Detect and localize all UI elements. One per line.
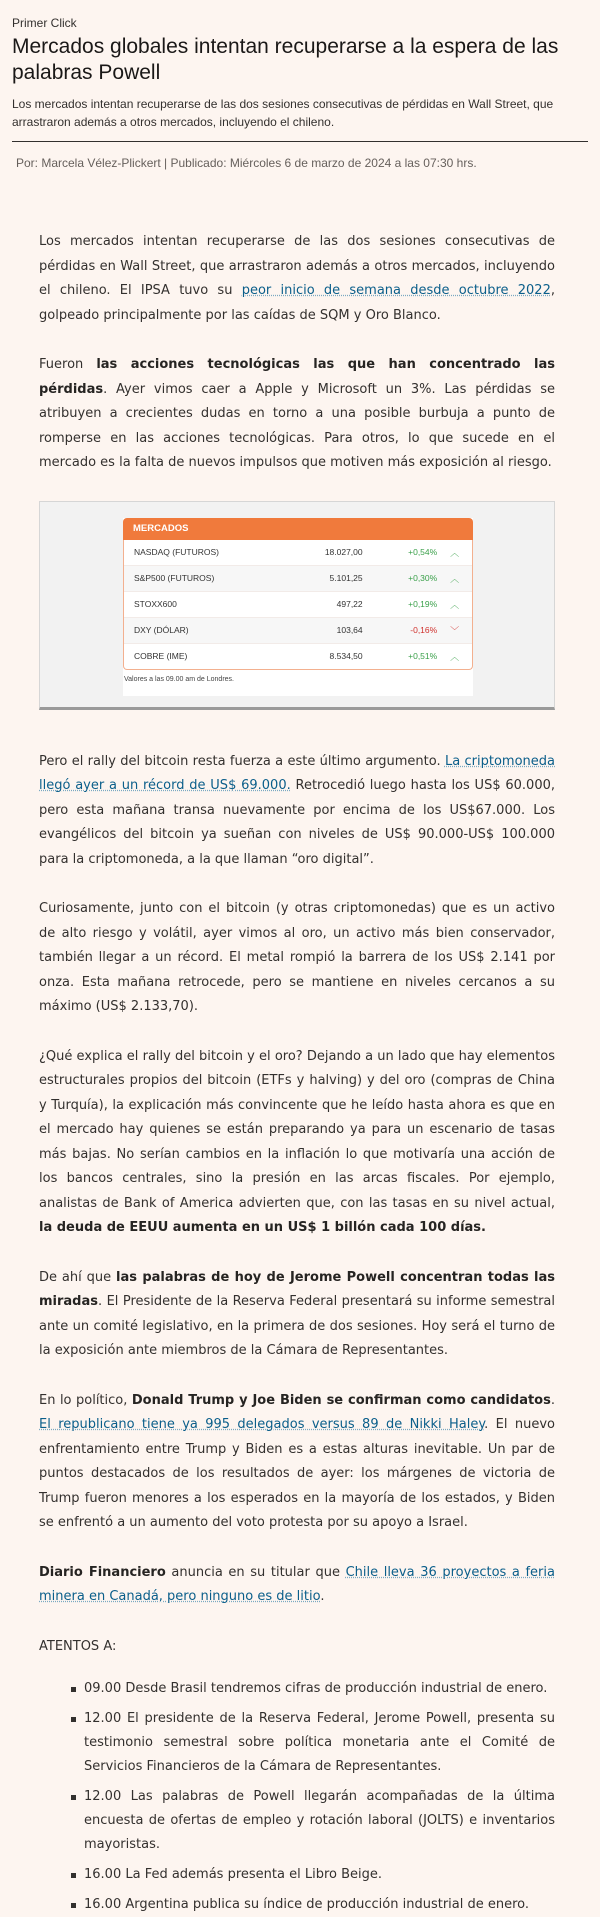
link-chile-feria-minera[interactable]: Chile lleva 36 proyectos a feria minera en Canadá, pero ninguno es de litio	[39, 1564, 555, 1604]
market-name: STOXX600	[134, 599, 177, 609]
schedule-item: 16.00 La Fed además presenta el Libro Beige.	[71, 1863, 555, 1887]
market-value: 497,22	[336, 599, 363, 609]
paragraph-text: anuncia en su titular que	[165, 1564, 346, 1580]
link-criptomoneda-record[interactable]: La criptomoneda llegó ayer a un récord de US$ 69.000.	[39, 753, 555, 793]
market-change: +0,54%	[408, 547, 438, 557]
market-name: S&P500 (FUTUROS)	[134, 573, 215, 583]
paragraph-text: . El Presidente de la Reserva Federal presentará su informe semestral ante un comité legislativo, en la primera de dos sesiones. Hoy será el turno de la exposición ante miembros de la Cámara de Representantes.	[39, 1294, 555, 1358]
paragraph-text: En lo político,	[39, 1392, 132, 1408]
market-row	[124, 592, 472, 618]
schedule-item: 12.00 Las palabras de Powell llegarán acompañadas de la última encuesta de ofertas de empleo y rotación laboral (JOLTS) e inventarios mayoristas.	[71, 1785, 555, 1857]
schedule-item: 09.00 Desde Brasil tendremos cifras de producción industrial de enero.	[71, 1677, 555, 1701]
section-kicker[interactable]: Primer Click	[12, 16, 77, 30]
schedule-list	[39, 1677, 555, 1917]
paragraph-2	[39, 353, 555, 476]
paragraph-bold: la deuda de EEUU aumenta en un US$ 1 billón cada 100 días.	[39, 1220, 486, 1235]
arrow-up-icon: ︿	[450, 651, 460, 662]
paragraph-text: , golpeado principalmente por las caídas de SQM y Oro Blanco.	[39, 283, 555, 323]
paragraph-text: . El nuevo enfrentamiento entre Trump y Biden es a estas alturas inevitable. Un par de puntos destacados de los resultados de ayer: los márgenes de victoria de Trump fueron menores a los esperados en la mayoría de los estados, y Biden se enfrentó a un aumento del voto protesta por su apoyo a Israel.	[39, 1417, 555, 1530]
paragraph-text: .	[550, 1392, 555, 1408]
market-value: 103,64	[336, 625, 363, 635]
paragraph-1	[39, 230, 555, 328]
market-value: 18.027,00	[324, 547, 363, 557]
paragraph-text: ¿Qué explica el rally del bitcoin y el oro? Dejando a un lado que hay elementos estructurales propios del bitcoin (ETFs y halving) y del oro (compras de China y Turquía), la explicación más convincente que he leído hasta ahora es que en el mercado hay quienes se están preparando ya para un escenario de tasas más bajas. No serían cambios en la inflación lo que motivaría una acción de los bancos centrales, sino la presión en las arcas fiscales. Por ejemplo, analistas de Bank of America advierten que, con las tasas en su nivel actual,	[39, 1048, 555, 1211]
article-standfirst: Los mercados intentan recuperarse de las dos sesiones consecutivas de pérdidas en Wall Street, que arrastraron además a otros mercados, incluyendo el chileno.	[12, 97, 554, 129]
article-body	[0, 172, 600, 1917]
link-republicano-delegados[interactable]: El republicano tiene ya 995 delegados versus 89 de Nikki Haley	[39, 1417, 485, 1432]
market-change: +0,19%	[408, 599, 438, 609]
paragraph-text: .	[320, 1589, 325, 1604]
arrow-up-icon: ︿	[450, 599, 460, 610]
markets-panel-title: MERCADOS	[123, 518, 473, 540]
paragraph-text: Retrocedió luego hasta los US$ 60.000, pero esta mañana transa nuevamente por encima de los US$67.000. Los evangélicos del bitcoin ya sueñan con niveles de US$ 90.000-US$ 100.000 para la criptomoneda, a la que llaman “oro digital”.	[39, 778, 555, 867]
paragraph-bold: Diario Financiero	[39, 1564, 166, 1580]
paragraph-text: Fueron	[39, 357, 97, 372]
paragraph-bold: las palabras de hoy de Jerome Powell concentran todas las miradas	[39, 1269, 555, 1309]
article-header	[0, 0, 600, 131]
arrow-up-icon: ︿	[450, 547, 460, 558]
link-peor-inicio-semana[interactable]: peor inicio de semana desde octubre 2022	[241, 283, 551, 298]
markets-table	[123, 540, 473, 670]
paragraph-bold: Donald Trump y Joe Biden se confirman como candidatos	[131, 1392, 551, 1408]
markets-table-figure	[39, 501, 555, 710]
paragraph-7	[39, 1389, 555, 1536]
arrow-up-icon: ︿	[450, 573, 460, 584]
paragraph-8	[39, 1561, 555, 1610]
byline: Por: Marcela Vélez-Plickert | Publicado: Miércoles 6 de marzo de 2024 a las 07:30 hrs.	[16, 156, 477, 170]
markets-footnote: Valores a las 09.00 am de Londres.	[124, 675, 234, 683]
atentos-heading: ATENTOS A:	[39, 1638, 117, 1654]
paragraph-text: Los mercados intentan recuperarse de las dos sesiones consecutivas de pérdidas en Wall Street, que arrastraron además a otros mercados, incluyendo el chileno. El IPSA tuvo su	[39, 234, 555, 298]
market-value: 8.534,50	[329, 651, 363, 661]
schedule-item: 16.00 Argentina publica su índice de producción industrial de enero.	[71, 1893, 555, 1917]
markets-panel	[123, 518, 473, 696]
paragraph-text: De ahí que	[39, 1269, 117, 1285]
market-row	[124, 618, 472, 644]
article-title: Mercados globales intentan recuperarse a la espera de las palabras Powell	[12, 35, 559, 84]
market-value: 5.101,25	[329, 573, 363, 583]
paragraph-bold: las acciones tecnológicas las que han concentrado las pérdidas	[39, 357, 555, 397]
paragraph-3	[39, 750, 555, 873]
market-row	[124, 644, 472, 669]
market-name: NASDAQ (FUTUROS)	[134, 547, 219, 557]
paragraph-text: Curiosamente, junto con el bitcoin (y otras criptomonedas) que es un activo de alto riesgo y volátil, ayer vimos al oro, un activo más bien conservador, también llegar a un récord. El metal rompió la barrera de los US$ 2.141 por onza. Esta mañana retrocede, pero se mantiene en niveles cercanos a su máximo (US$ 2.133,70).	[39, 901, 555, 1014]
paragraph-6	[39, 1266, 555, 1364]
market-row	[124, 540, 472, 566]
market-name: DXY (DÓLAR)	[134, 625, 189, 635]
market-change: +0,51%	[408, 651, 438, 661]
paragraph-text: Pero el rally del bitcoin resta fuerza a este último argumento.	[39, 753, 445, 769]
schedule-item: 12.00 El presidente de la Reserva Federal, Jerome Powell, presenta su testimonio semestral sobre política monetaria ante el Comité de Servicios Financieros de la Cámara de Representantes.	[71, 1707, 555, 1779]
market-row	[124, 566, 472, 592]
market-name: COBRE (IME)	[134, 651, 188, 661]
paragraph-5	[39, 1045, 555, 1241]
paragraph-text: . Ayer vimos caer a Apple y Microsoft un 3%. Las pérdidas se atribuyen a crecientes dudas en torno a una posible burbuja a punto de romperse en las acciones tecnológicas. Para otros, lo que sucede en el mercado es la falta de nuevos impulsos que motiven más exposición al riesgo.	[39, 381, 555, 470]
arrow-down-icon: ﹀	[450, 625, 460, 636]
paragraph-4	[39, 897, 555, 1020]
market-change: -0,16%	[410, 625, 438, 635]
market-change: +0,30%	[408, 573, 438, 583]
